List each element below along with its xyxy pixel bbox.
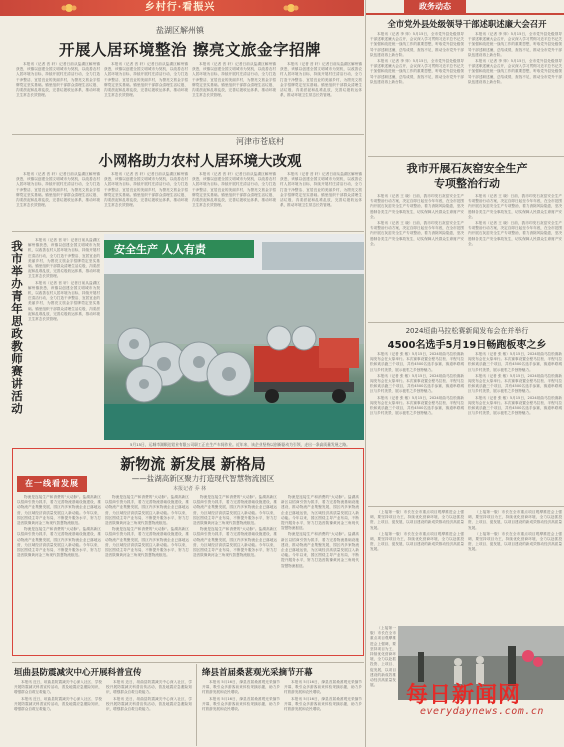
story-body: 本报讯（记者 晋 轩）记者日前从盐湖区解州镇获悉，该镇以创建全国文明城市为契机，以改善农村人居环境为目标，持续开展村庄清洁行动，全力打造干净整洁、宜居宜业的美丽乡村，为擦亮文旅金字招牌奠定坚实基础。镇里组织干部群众清理生活垃圾、沟渠淤泥和乱堆乱放，完善垃圾收运体系，推动环境卫生常态长效管理。 [280,172,362,208]
divider [12,134,364,135]
section-label-politics: 政务动态 [404,0,466,14]
divider [12,662,364,663]
divider [368,156,564,157]
story-body: 本报讯（记者 晋 轩）记者日前从盐湖区解州镇获悉，该镇以创建全国文明城市为契机，以改善农村人居环境为目标，持续开展村庄清洁行动，全力打造干净整洁、宜居宜业的美丽乡村，为擦亮文旅金字招牌奠定坚实基础。镇里组织干部群众清理生活垃圾、沟渠淤泥和乱堆乱放，完善垃圾收运体系，推动环境卫生常态长效管理。 [16,62,100,98]
story-body: 本报讯（记者 晋 轩）记者日前从盐湖区解州镇获悉，该镇以创建全国文明城市为契机，以改善农村人居环境为目标，持续开展村庄清洁行动，全力打造干净整洁、宜居宜业的美丽乡村，为擦亮文旅金字招牌奠定坚实基础。镇里组织干部群众清理生活垃圾、沟渠淤泥和乱堆乱放，完善垃圾收运体系，推动环境卫生常态长效管理。 [104,62,188,98]
story-body: 本报讯 5月16日，绛县首届桑葚观光采摘节开幕，吸引众多游客前来体验采摘乐趣，助力乡村旅游发展和农民增收。 本报讯 5月16日，绛县首届桑葚观光采摘节开幕，吸引众多游客前来体验采摘乐趣，助力乡村旅游发展和农民增收。 [202,680,280,712]
story-headline: 全市党外县处级领导干部述职述廉大会召开 [387,19,547,29]
story-body: 本报讯（记者 晋 轩）记者日前从盐湖区解州镇获悉，该镇以创建全国文明城市为契机，以改善农村人居环境为目标，持续开展村庄清洁行动，全力打造干净整洁、宜居宜业的美丽乡村，为擦亮文旅金字招牌奠定坚实基础。镇里组织干部群众清理生活垃圾、沟渠淤泥和乱堆乱放，完善垃圾收运体系，推动环境卫生常态长效管理。 [192,62,276,98]
divider [12,231,364,232]
feature-story-box [12,448,364,656]
story-body: 本报讯（记者 王 晓）日前，我市印发石灰窑安全生产专项整治行动方案，决定自即日起至今年年底，在全市范围内开展石灰窑安全生产专项整治，着力消除风险隐患，坚决遏制各类生产安全事故发生，切实保障人民群众生命财产安全。 本报讯（记者 王 晓）日前，我市印发石灰窑安全生产专项整治行动方案，决定自即日起至今年年底，在全市范围内开展石灰窑安全生产专项整治，着力消除风险隐患，坚决遏制各类生产安全事故发生，切实保障人民群众生命财产安全。 [370,194,464,246]
story-body: 本报讯 近日，垣曲县防震减灾中心深入社区、学校开展防震减灾科普宣传活动，普及地震应急避险知识，增强群众自救互救能力。 本报讯 近日，垣曲县防震减灾中心深入社区、学校开展防震减灾科普宣传活动，普及地震应急避险知识，增强群众自救互救能力。 [14,680,102,712]
story-body: 本报讯（记者 李 帅）5月15日，全市党外县处级领导干部述职述廉大会召开，会议深入学习贯彻习近平总书记关于加强和改进统一战线工作的重要思想，听取党外县处级领导干部述职述廉，总结成绩，查找不足，推动全市党外干部队伍建设再上新台阶。 本报讯（记者 李 帅）5月15日，全市党外县处级领导干部述职述廉大会召开，会议深入学习贯彻习近平总书记关于加强和改进统一战线工作的重要思想，听取党外县处级领导干部述职述廉，总结成绩，查找不足，推动全市党外干部队伍建设再上新台阶。 [468,32,562,84]
watermark-url: everydaynews.com.cn [420,706,544,717]
section-header-title: 乡村行·看振兴 [144,2,216,13]
story-body: 本报讯（记者 李 帅）5月15日，全市党外县处级领导干部述职述廉大会召开，会议深入学习贯彻习近平总书记关于加强和改进统一战线工作的重要思想，听取党外县处级领导干部述职述廉，总结成绩，查找不足，推动全市党外干部队伍建设再上新台阶。 本报讯（记者 李 帅）5月15日，全市党外县处级领导干部述职述廉大会召开，会议深入学习贯彻习近平总书记关于加强和改进统一战线工作的重要思想，听取党外县处级领导干部述职述廉，总结成绩，查找不足，推动全市党外干部队伍建设再上新台阶。 [370,32,464,84]
story-body: 本报讯 近日，垣曲县防震减灾中心深入社区、学校开展防震减灾科普宣传活动，普及地震应急避险知识，增强群众自救互救能力。 本报讯 近日，垣曲县防震减灾中心深入社区、学校开展防震减灾科普宣传活动，普及地震应急避险知识，增强群众自救互救能力。 [106,680,192,712]
feature-body: 物流是连接生产和消费的"大动脉"。盐湖高新区以招商引资为抓手，着力完善物流基础设施建设，推动物流产业集聚发展，园区内多家物流企业已落地运营，为区域经济高质量发展注入新动能。今年以来，园区围绕主导产业布局，不断提升服务水平，努力打造晋陕豫黄河金三角现代智慧物流枢纽。 物流是连接生产和消费的"大动脉"。盐湖高新区以招商引资为抓手，着力完善物流基础设施建设，推动物流产业集聚发展，园区内多家物流企业已落地运营，为区域经济高质量发展注入新动能。今年以来，园区围绕主导产业布局，不断提升服务水平，努力打造晋陕豫黄河金三角现代智慧物流枢纽。 [281,495,359,568]
flower-ornament-icon [282,1,300,15]
feature-subtitle: ——盐湖高新区聚力打造现代智慧物流园区 [131,474,275,483]
story-headline: 4500名选手5月19日畅跑板枣之乡 [387,340,547,351]
story-headline: 小网格助力农村人居环境大改观 [98,154,302,170]
story-body: （上接第一版）市长在全市重点项目观摩推进会上强调，要坚持项目为王，持续优化营商环境，全力以赴抓投资、上项目、促发展，以项目建设的新成效推动经济高质量发展。 [370,626,396,688]
story-body: 本报讯（记者 晋 轩）记者日前从盐湖区解州镇获悉，该镇以创建全国文明城市为契机，以改善农村人居环境为目标，持续开展村庄清洁行动，全力打造干净整洁、宜居宜业的美丽乡村，为擦亮文旅金字招牌奠定坚实基础。镇里组织干部群众清理生活垃圾、沟渠淤泥和乱堆乱放，完善垃圾收运体系，推动环境卫生常态长效管理。 [104,172,188,208]
story-headline: 专项整治行动 [434,177,500,190]
factory-scene-icon [104,234,364,440]
divider [368,506,564,507]
story-kicker: 盐湖区解州镇 [156,26,204,35]
story-body: 本报讯（记者 王 晓）日前，我市印发石灰窑安全生产专项整治行动方案，决定自即日起至今年年底，在全市范围内开展石灰窑安全生产专项整治，着力消除风险隐患，坚决遏制各类生产安全事故发生，切实保障人民群众生命财产安全。 本报讯（记者 王 晓）日前，我市印发石灰窑安全生产专项整治行动方案，决定自即日起至今年年底，在全市范围内开展石灰窑安全生产专项整治，着力消除风险隐患，坚决遏制各类生产安全事故发生，切实保障人民群众生命财产安全。 [468,194,562,246]
story-body: 本报讯（记者 张 敏）5月15日，2024垣曲马拉松赛新闻发布会在太原举行。本次赛事设置全程马拉松、半程马拉松和欢乐跑三个项目，共有4500名选手参赛，赛道串联城区与乡村美景，展示板枣之乡独特魅力。 本报讯（记者 张 敏）5月15日，2024垣曲马拉松赛新闻发布会在太原举行。本次赛事设置全程马拉松、半程马拉松和欢乐跑三个项目，共有4500名选手参赛，赛道串联城区与乡村美景，展示板枣之乡独特魅力。 本报讯（记者 张 敏）5月15日，2024垣曲马拉松赛新闻发布会在太原举行。本次赛事设置全程马拉松、半程马拉松和欢乐跑三个项目，共有4500名选手参赛，赛道串联城区与乡村美景，展示板枣之乡独特魅力。 [468,352,562,416]
feature-headline: 新物流 新发展 新格局 [120,455,266,473]
feature-body: 物流是连接生产和消费的"大动脉"。盐湖高新区以招商引资为抓手，着力完善物流基础设施建设，推动物流产业集聚发展，园区内多家物流企业已落地运营，为区域经济高质量发展注入新动能。今年以来，园区围绕主导产业布局，不断提升服务水平，努力打造晋陕豫黄河金三角现代智慧物流枢纽。 物流是连接生产和消费的"大动脉"。盐湖高新区以招商引资为抓手，着力完善物流基础设施建设，推动物流产业集聚发展，园区内多家物流企业已落地运营，为区域经济高质量发展注入新动能。今年以来，园区围绕主导产业布局，不断提升服务水平，努力打造晋陕豫黄河金三角现代智慧物流枢纽。 [193,495,277,558]
story-body: （上接第一版）市长在全市重点项目观摩推进会上强调，要坚持项目为王，持续优化营商环境，全力以赴抓投资、上项目、促发展，以项目建设的新成效推动经济高质量发展。 （上接第一版）市长在全市重点项目观摩推进会上强调，要坚持项目为王，持续优化营商环境，全力以赴抓投资、上项目、促发展，以项目建设的新成效推动经济高质量发展。 [468,510,562,552]
story-body: 本报讯（记者 张 敏）5月15日，2024垣曲马拉松赛新闻发布会在太原举行。本次赛事设置全程马拉松、半程马拉松和欢乐跑三个项目，共有4500名选手参赛，赛道串联城区与乡村美景，展示板枣之乡独特魅力。 本报讯（记者 张 敏）5月15日，2024垣曲马拉松赛新闻发布会在太原举行。本次赛事设置全程马拉松、半程马拉松和欢乐跑三个项目，共有4500名选手参赛，赛道串联城区与乡村美景，展示板枣之乡独特魅力。 本报讯（记者 张 敏）5月15日，2024垣曲马拉松赛新闻发布会在太原举行。本次赛事设置全程马拉松、半程马拉松和欢乐跑三个项目，共有4500名选手参赛，赛道串联城区与乡村美景，展示板枣之乡独特魅力。 [370,352,464,416]
column-divider [365,0,366,747]
story-kicker: 河津市苍底村 [236,137,284,146]
story-kicker: 2024垣曲马拉松赛新闻发布会在并举行 [405,327,529,335]
feature-body: 物流是连接生产和消费的"大动脉"。盐湖高新区以招商引资为抓手，着力完善物流基础设施建设，推动物流产业集聚发展，园区内多家物流企业已落地运营，为区域经济高质量发展注入新动能。今年以来，园区围绕主导产业布局，不断提升服务水平，努力打造晋陕豫黄河金三角现代智慧物流枢纽。 物流是连接生产和消费的"大动脉"。盐湖高新区以招商引资为抓手，着力完善物流基础设施建设，推动物流产业集聚发展，园区内多家物流企业已落地运营，为区域经济高质量发展注入新动能。今年以来，园区围绕主导产业布局，不断提升服务水平，努力打造晋陕豫黄河金三角现代智慧物流枢纽。 [17,495,101,558]
column-divider [196,664,197,746]
story-body: 本报讯（记者 晋 轩）记者日前从盐湖区解州镇获悉，该镇以创建全国文明城市为契机，以改善农村人居环境为目标，持续开展村庄清洁行动，全力打造干净整洁、宜居宜业的美丽乡村，为擦亮文旅金字招牌奠定坚实基础。镇里组织干部群众清理生活垃圾、沟渠淤泥和乱堆乱放，完善垃圾收运体系，推动环境卫生常态长效管理。 [16,172,100,208]
story-body: （上接第一版）市长在全市重点项目观摩推进会上强调，要坚持项目为王，持续优化营商环境，全力以赴抓投资、上项目、促发展，以项目建设的新成效推动经济高质量发展。 （上接第一版）市长在全市重点项目观摩推进会上强调，要坚持项目为王，持续优化营商环境，全力以赴抓投资、上项目、促发展，以项目建设的新成效推动经济高质量发展。 [370,510,464,552]
story-headline: 开展人居环境整治 擦亮文旅金字招牌 [59,41,321,59]
story-headline: 绛县首届桑葚观光采摘节开幕 [202,668,313,678]
section-header-band [0,0,364,16]
flower-ornament-icon [60,1,78,15]
story-headline: 垣曲县防震减灾中心开展科普宣传 [14,668,142,678]
factory-photo [104,234,364,440]
story-body: 本报讯（记者 晋 轩）记者日前从盐湖区解州镇获悉，该镇以创建全国文明城市为契机，以改善农村人居环境为目标，持续开展村庄清洁行动，全力打造干净整洁、宜居宜业的美丽乡村，为擦亮文旅金字招牌奠定坚实基础。镇里组织干部群众清理生活垃圾、沟渠淤泥和乱堆乱放，完善垃圾收运体系，推动环境卫生常态长效管理。 本报讯（记者 晋 轩）记者日前从盐湖区解州镇获悉，该镇以创建全国文明城市为契机，以改善农村人居环境为目标，持续开展村庄清洁行动，全力打造干净整洁、宜居宜业的美丽乡村，为擦亮文旅金字招牌奠定坚实基础。镇里组织干部群众清理生活垃圾、沟渠淤泥和乱堆乱放，完善垃圾收运体系，推动环境卫生常态长效管理。 [28,238,100,322]
feature-body: 物流是连接生产和消费的"大动脉"。盐湖高新区以招商引资为抓手，着力完善物流基础设施建设，推动物流产业集聚发展，园区内多家物流企业已落地运营，为区域经济高质量发展注入新动能。今年以来，园区围绕主导产业布局，不断提升服务水平，努力打造晋陕豫黄河金三角现代智慧物流枢纽。 物流是连接生产和消费的"大动脉"。盐湖高新区以招商引资为抓手，着力完善物流基础设施建设，推动物流产业集聚发展，园区内多家物流企业已落地运营，为区域经济高质量发展注入新动能。今年以来，园区围绕主导产业布局，不断提升服务水平，努力打造晋陕豫黄河金三角现代智慧物流枢纽。 [105,495,189,558]
story-body: 本报讯（记者 晋 轩）记者日前从盐湖区解州镇获悉，该镇以创建全国文明城市为契机，以改善农村人居环境为目标，持续开展村庄清洁行动，全力打造干净整洁、宜居宜业的美丽乡村，为擦亮文旅金字招牌奠定坚实基础。镇里组织干部群众清理生活垃圾、沟渠淤泥和乱堆乱放，完善垃圾收运体系，推动环境卫生常态长效管理。 [192,172,276,208]
photo-caption: 5月15日，运城市湖顺达铝业有限公司职工正在生产车间作业。近年来，该企业坚持以创新驱动为引领，走出一条高质量发展之路。 [130,442,350,447]
feature-byline: 本报记者 乔 林 [173,486,207,492]
feature-badge: 在一线看发展 [17,476,87,492]
vertical-headline: 我市举办青年思政教师赛讲活动 [10,240,24,415]
story-body: 本报讯（记者 晋 轩）记者日前从盐湖区解州镇获悉，该镇以创建全国文明城市为契机，以改善农村人居环境为目标，持续开展村庄清洁行动，全力打造干净整洁、宜居宜业的美丽乡村，为擦亮文旅金字招牌奠定坚实基础。镇里组织干部群众清理生活垃圾、沟渠淤泥和乱堆乱放，完善垃圾收运体系，推动环境卫生常态长效管理。 [280,62,362,98]
divider [368,322,564,323]
story-body: 本报讯 5月16日，绛县首届桑葚观光采摘节开幕，吸引众多游客前来体验采摘乐趣，助力乡村旅游发展和农民增收。 本报讯 5月16日，绛县首届桑葚观光采摘节开幕，吸引众多游客前来体验采摘乐趣，助力乡村旅游发展和农民增收。 [284,680,362,712]
watermark-logo: 每日新闻网 [406,683,522,708]
story-headline: 我市开展石灰窑安全生产 [406,162,528,175]
safety-sign-text: 安全生产 人人有责 [114,243,206,256]
